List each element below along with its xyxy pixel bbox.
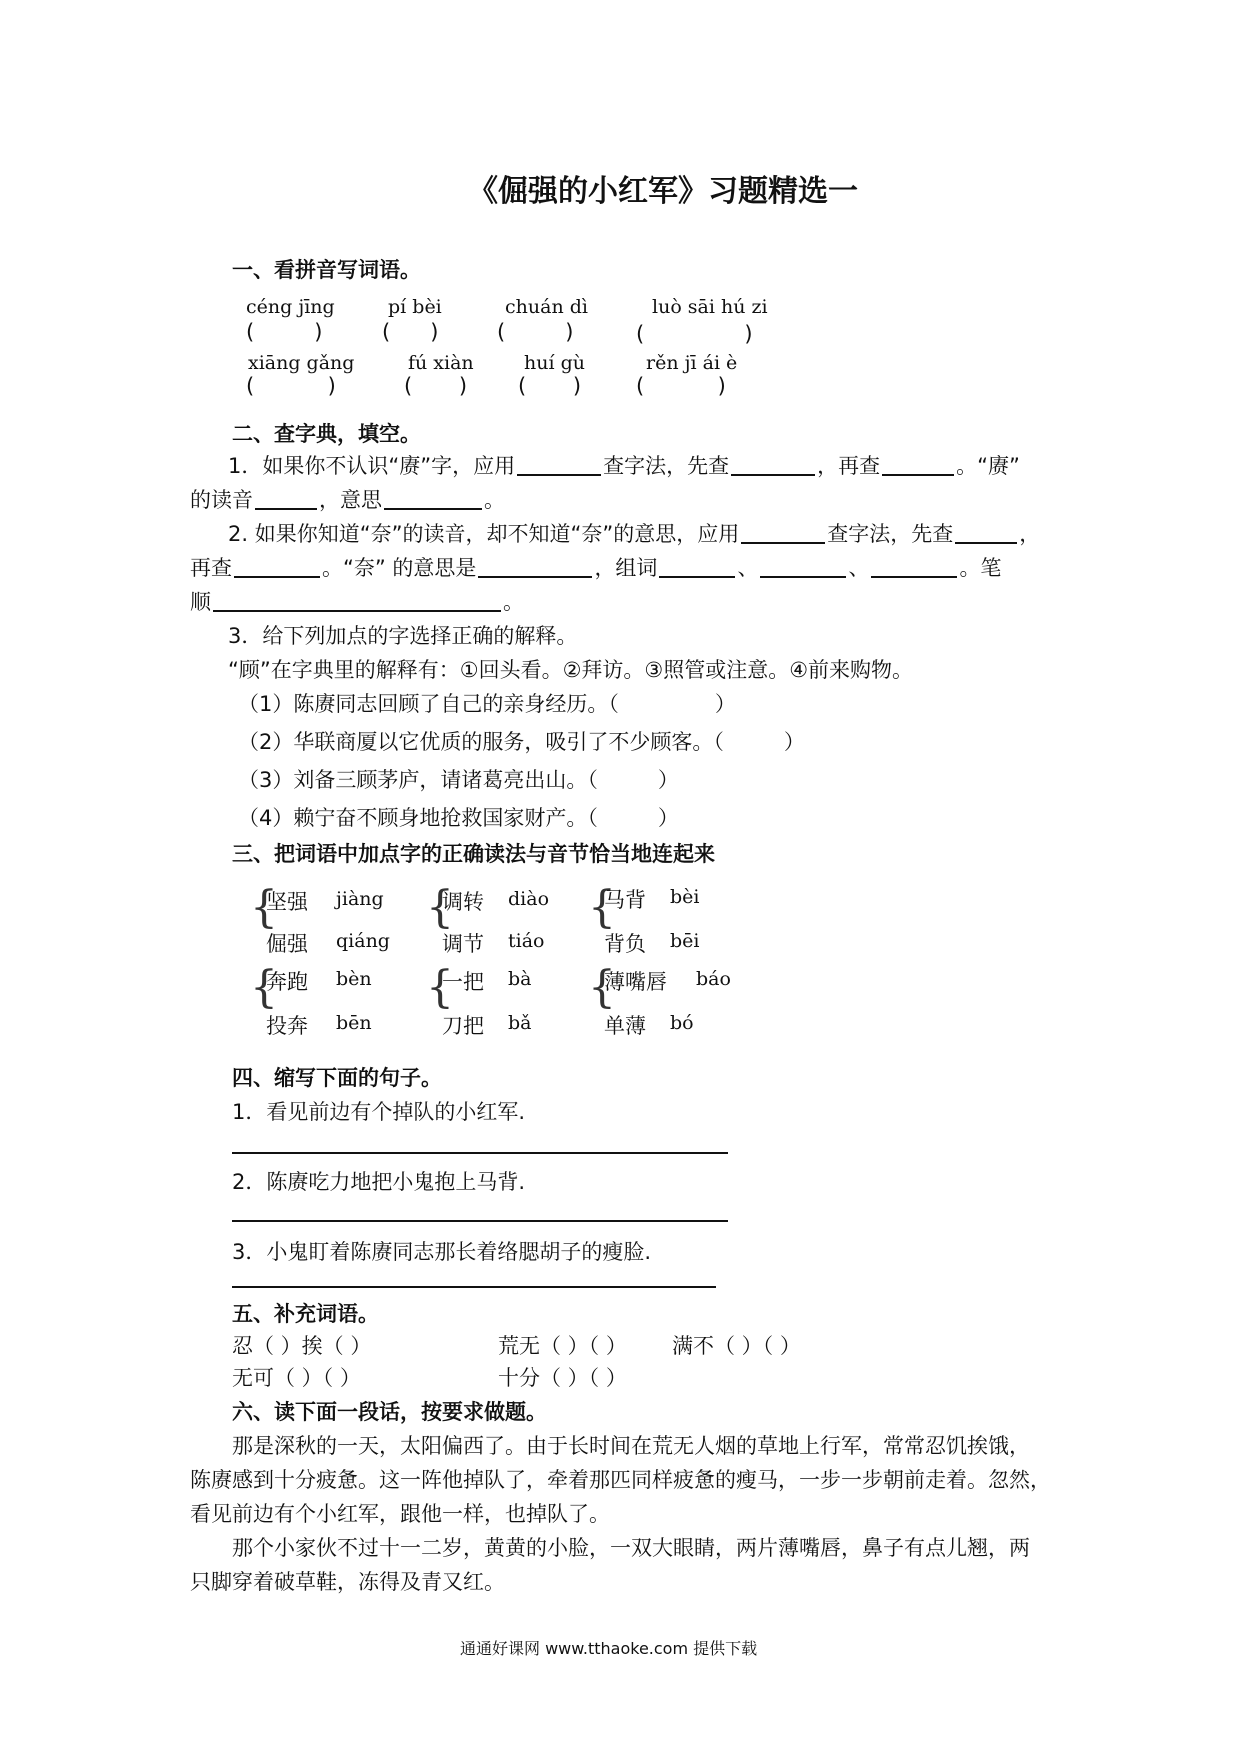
answer-paren-6: ( )	[404, 374, 468, 398]
brace-2: {	[426, 882, 454, 933]
fill-word-2: 荒无（ ）（ ）	[498, 1334, 627, 1358]
q3-item-3: （3）刘备三顾茅庐，请诸葛亮出山。（ ）	[238, 768, 679, 792]
pinyin-7: huí gù	[524, 352, 585, 374]
word-2a: 调转	[442, 890, 484, 914]
q2-line1: 2. 如果你知道“奈”的读音，却不知道“奈”的意思，应用 查字法，先查 ，	[228, 522, 1041, 546]
section1-heading: 一、看拼音写词语。	[232, 258, 421, 282]
word-4a: 奔跑	[266, 970, 308, 994]
pinyin-8: rěn jī ái è	[646, 352, 738, 374]
passage-line-2: 陈赓感到十分疲惫。这一阵他掉队了，牵着那匹同样疲惫的瘦马，一步一步朝前走着。忽然，	[190, 1468, 1051, 1492]
passage-line-1: 那是深秋的一天，太阳偏西了。由于长时间在荒无人烟的草地上行军，常常忍饥挨饿，	[232, 1434, 1030, 1458]
pinyin-3b: bēi	[670, 930, 700, 952]
brace-6: {	[588, 962, 616, 1013]
brace-3: {	[588, 882, 616, 933]
answer-paren-5: ( )	[246, 374, 336, 398]
word-5b: 刀把	[442, 1014, 484, 1038]
pinyin-2b: tiáo	[508, 930, 545, 952]
q1-line2: 的读音 ，意思 。	[190, 488, 505, 512]
fill-word-1: 忍（ ）挨（ ）	[232, 1334, 372, 1358]
answer-paren-4: ( )	[636, 322, 753, 346]
q1-line1: 1．如果你不认识“赓”字，应用 查字法，先查 ，再查 。“赓”	[228, 454, 1020, 478]
q3-definitions: “顾”在字典里的解释有：①回头看。②拜访。③照管或注意。④前来购物。	[228, 658, 914, 682]
word-5a: 一把	[442, 970, 484, 994]
word-1b: 倔强	[266, 932, 308, 956]
passage-line-5: 只脚穿着破草鞋，冻得及青又红。	[190, 1570, 505, 1594]
pinyin-1a: jiàng	[336, 888, 384, 910]
pinyin-4: luò sāi hú zi	[652, 296, 768, 318]
pinyin-2: pí bèi	[388, 296, 442, 318]
passage-line-4: 那个小家伙不过十一二岁，黄黄的小脸，一双大眼睛，两片薄嘴唇，鼻子有点儿翘，两	[232, 1536, 1030, 1560]
word-6a: 薄嘴唇	[604, 970, 667, 994]
word-2b: 调节	[442, 932, 484, 956]
answer-line-1	[232, 1152, 728, 1154]
q2-line2: 再查 。“奈” 的意思是 ，组词 、 、 。笔	[190, 556, 1002, 580]
section6-heading: 六、读下面一段话，按要求做题。	[232, 1400, 547, 1424]
pinyin-5: xiāng gǎng	[248, 352, 355, 374]
answer-paren-1: ( )	[246, 320, 323, 344]
answer-paren-3: ( )	[497, 320, 574, 344]
pinyin-6a: báo	[696, 968, 731, 990]
answer-line-2	[232, 1220, 728, 1222]
pinyin-6: fú xiàn	[408, 352, 474, 374]
q3-prompt: 3．给下列加点的字选择正确的解释。	[228, 624, 578, 648]
answer-paren-8: ( )	[636, 374, 726, 398]
brace-4: {	[250, 962, 278, 1013]
pinyin-1: céng jīng	[246, 296, 335, 318]
brace-5: {	[426, 962, 454, 1013]
fill-word-3: 满不（ ）（ ）	[672, 1334, 801, 1358]
pinyin-4a: bèn	[336, 968, 372, 990]
q3-item-2: （2）华联商厦以它优质的服务，吸引了不少顾客。（ ）	[238, 730, 805, 754]
section5-heading: 五、补充词语。	[232, 1302, 379, 1326]
word-4b: 投奔	[266, 1014, 308, 1038]
word-6b: 单薄	[604, 1014, 646, 1038]
brace-1: {	[250, 882, 278, 933]
q2-line3: 顺 。	[190, 590, 524, 614]
pinyin-2a: diào	[508, 888, 550, 910]
sentence-2: 2．陈赓吃力地把小鬼抱上马背.	[232, 1170, 526, 1194]
passage-line-3: 看见前边有个小红军，跟他一样，也掉队了。	[190, 1502, 610, 1526]
fill-word-4: 无可（ ）（ ）	[232, 1366, 361, 1390]
pinyin-5a: bà	[508, 968, 532, 990]
q3-item-4: （4）赖宁奋不顾身地抢救国家财产。（ ）	[238, 806, 679, 830]
pinyin-3: chuán dì	[505, 296, 588, 318]
sentence-3: 3．小鬼盯着陈赓同志那长着络腮胡子的瘦脸.	[232, 1240, 652, 1264]
answer-line-3	[232, 1286, 716, 1288]
footer-credit: 通通好课网 www.tthaoke.com 提供下载	[460, 1639, 758, 1658]
page-title: 《倔强的小红军》习题精选一	[468, 174, 858, 209]
section3-heading: 三、把词语中加点字的正确读法与音节恰当地连起来	[232, 842, 715, 866]
word-1a: 坚强	[266, 890, 308, 914]
answer-paren-2: ( )	[382, 320, 439, 344]
section2-heading: 二、查字典，填空。	[232, 422, 421, 446]
pinyin-1b: qiáng	[336, 930, 390, 952]
pinyin-5b: bǎ	[508, 1012, 532, 1034]
pinyin-4b: bēn	[336, 1012, 372, 1034]
answer-paren-7: ( )	[518, 374, 582, 398]
pinyin-6b: bó	[670, 1012, 694, 1034]
word-3b: 背负	[604, 932, 646, 956]
fill-word-5: 十分（ ）（ ）	[498, 1366, 627, 1390]
sentence-1: 1．看见前边有个掉队的小红军.	[232, 1100, 526, 1124]
section4-heading: 四、缩写下面的句子。	[232, 1066, 442, 1090]
pinyin-3a: bèi	[670, 886, 700, 908]
word-3a: 马背	[604, 888, 646, 912]
q3-item-1: （1）陈赓同志回顾了自己的亲身经历。（ ）	[238, 692, 736, 716]
